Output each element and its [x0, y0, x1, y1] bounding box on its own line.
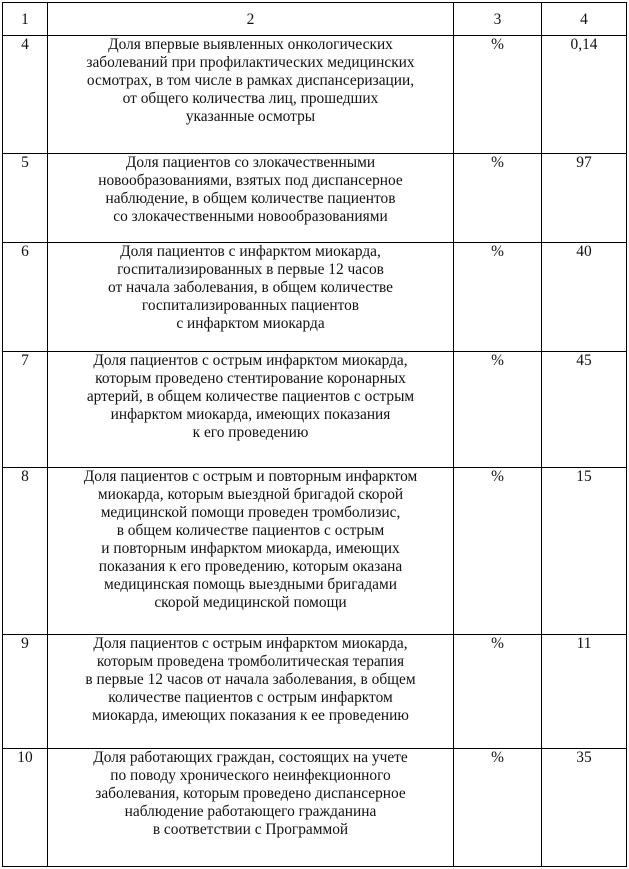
- table-header-row: [3, 3, 627, 36]
- unit-cell: %: [454, 243, 542, 352]
- value-cell: 11: [542, 635, 627, 749]
- indicator-description: Доля пациентов с острым и повторным инфарктом миокарда, которым выездной бригадой скорой медицинской помощи проведен тромболизис, в общем количестве пациентов с острым и повторным инфарктом миокарда, имеющих показания к его проведению, которым оказана медицинская помощь выездными бригадами скорой медицинской помощи: [48, 468, 454, 635]
- indicator-description: Доля работающих граждан, состоящих на учете по поводу хронического неинфекционного заболевания, которым проведено диспансерное наблюдение работающего гражданина в соответствии с Программой: [48, 749, 454, 867]
- row-number: 5: [3, 154, 48, 243]
- unit-cell: %: [454, 352, 542, 468]
- table-row: [3, 749, 627, 867]
- header-cell-col1: 1: [3, 3, 48, 36]
- header-cell-col2: 2: [48, 3, 454, 36]
- value-cell: 97: [542, 154, 627, 243]
- row-number: 10: [3, 749, 48, 867]
- indicator-description: Доля пациентов с острым инфарктом миокарда, которым проведено стентирование коронарных артерий, в общем количестве пациентов с острым инфарктом миокарда, имеющих показания к его проведению: [48, 352, 454, 468]
- unit-cell: %: [454, 749, 542, 867]
- indicator-description: Доля пациентов с инфарктом миокарда, госпитализированных в первые 12 часов от начала заболевания, в общем количестве госпитализированных пациентов с инфарктом миокарда: [48, 243, 454, 352]
- indicator-description: Доля пациентов со злокачественными новообразованиями, взятых под диспансерное наблюдение, в общем количестве пациентов со злокачественными новообразованиями: [48, 154, 454, 243]
- row-number: 7: [3, 352, 48, 468]
- table-row: [3, 352, 627, 468]
- table-row: [3, 635, 627, 749]
- unit-cell: %: [454, 468, 542, 635]
- unit-cell: %: [454, 36, 542, 154]
- indicator-description: Доля пациентов с острым инфарктом миокарда, которым проведена тромболитическая терапия в первые 12 часов от начала заболевания, в общем количестве пациентов с острым инфарктом миокарда, имеющих показания к ее проведению: [48, 635, 454, 749]
- unit-cell: %: [454, 635, 542, 749]
- table-row: [3, 243, 627, 352]
- indicator-description: Доля впервые выявленных онкологических заболеваний при профилактических медицинских осмотрах, в том числе в рамках диспансеризации, от общего количества лиц, прошедших указанные осмотры: [48, 36, 454, 154]
- header-cell-col3: 3: [454, 3, 542, 36]
- header-cell-col4: 4: [542, 3, 627, 36]
- row-number: 8: [3, 468, 48, 635]
- unit-cell: %: [454, 154, 542, 243]
- value-cell: 40: [542, 243, 627, 352]
- row-number: 4: [3, 36, 48, 154]
- value-cell: 15: [542, 468, 627, 635]
- row-number: 6: [3, 243, 48, 352]
- table-row: [3, 154, 627, 243]
- table-row: [3, 36, 627, 154]
- value-cell: 45: [542, 352, 627, 468]
- row-number: 9: [3, 635, 48, 749]
- table-row: [3, 468, 627, 635]
- value-cell: 35: [542, 749, 627, 867]
- value-cell: 0,14: [542, 36, 627, 154]
- indicators-table: [2, 2, 627, 867]
